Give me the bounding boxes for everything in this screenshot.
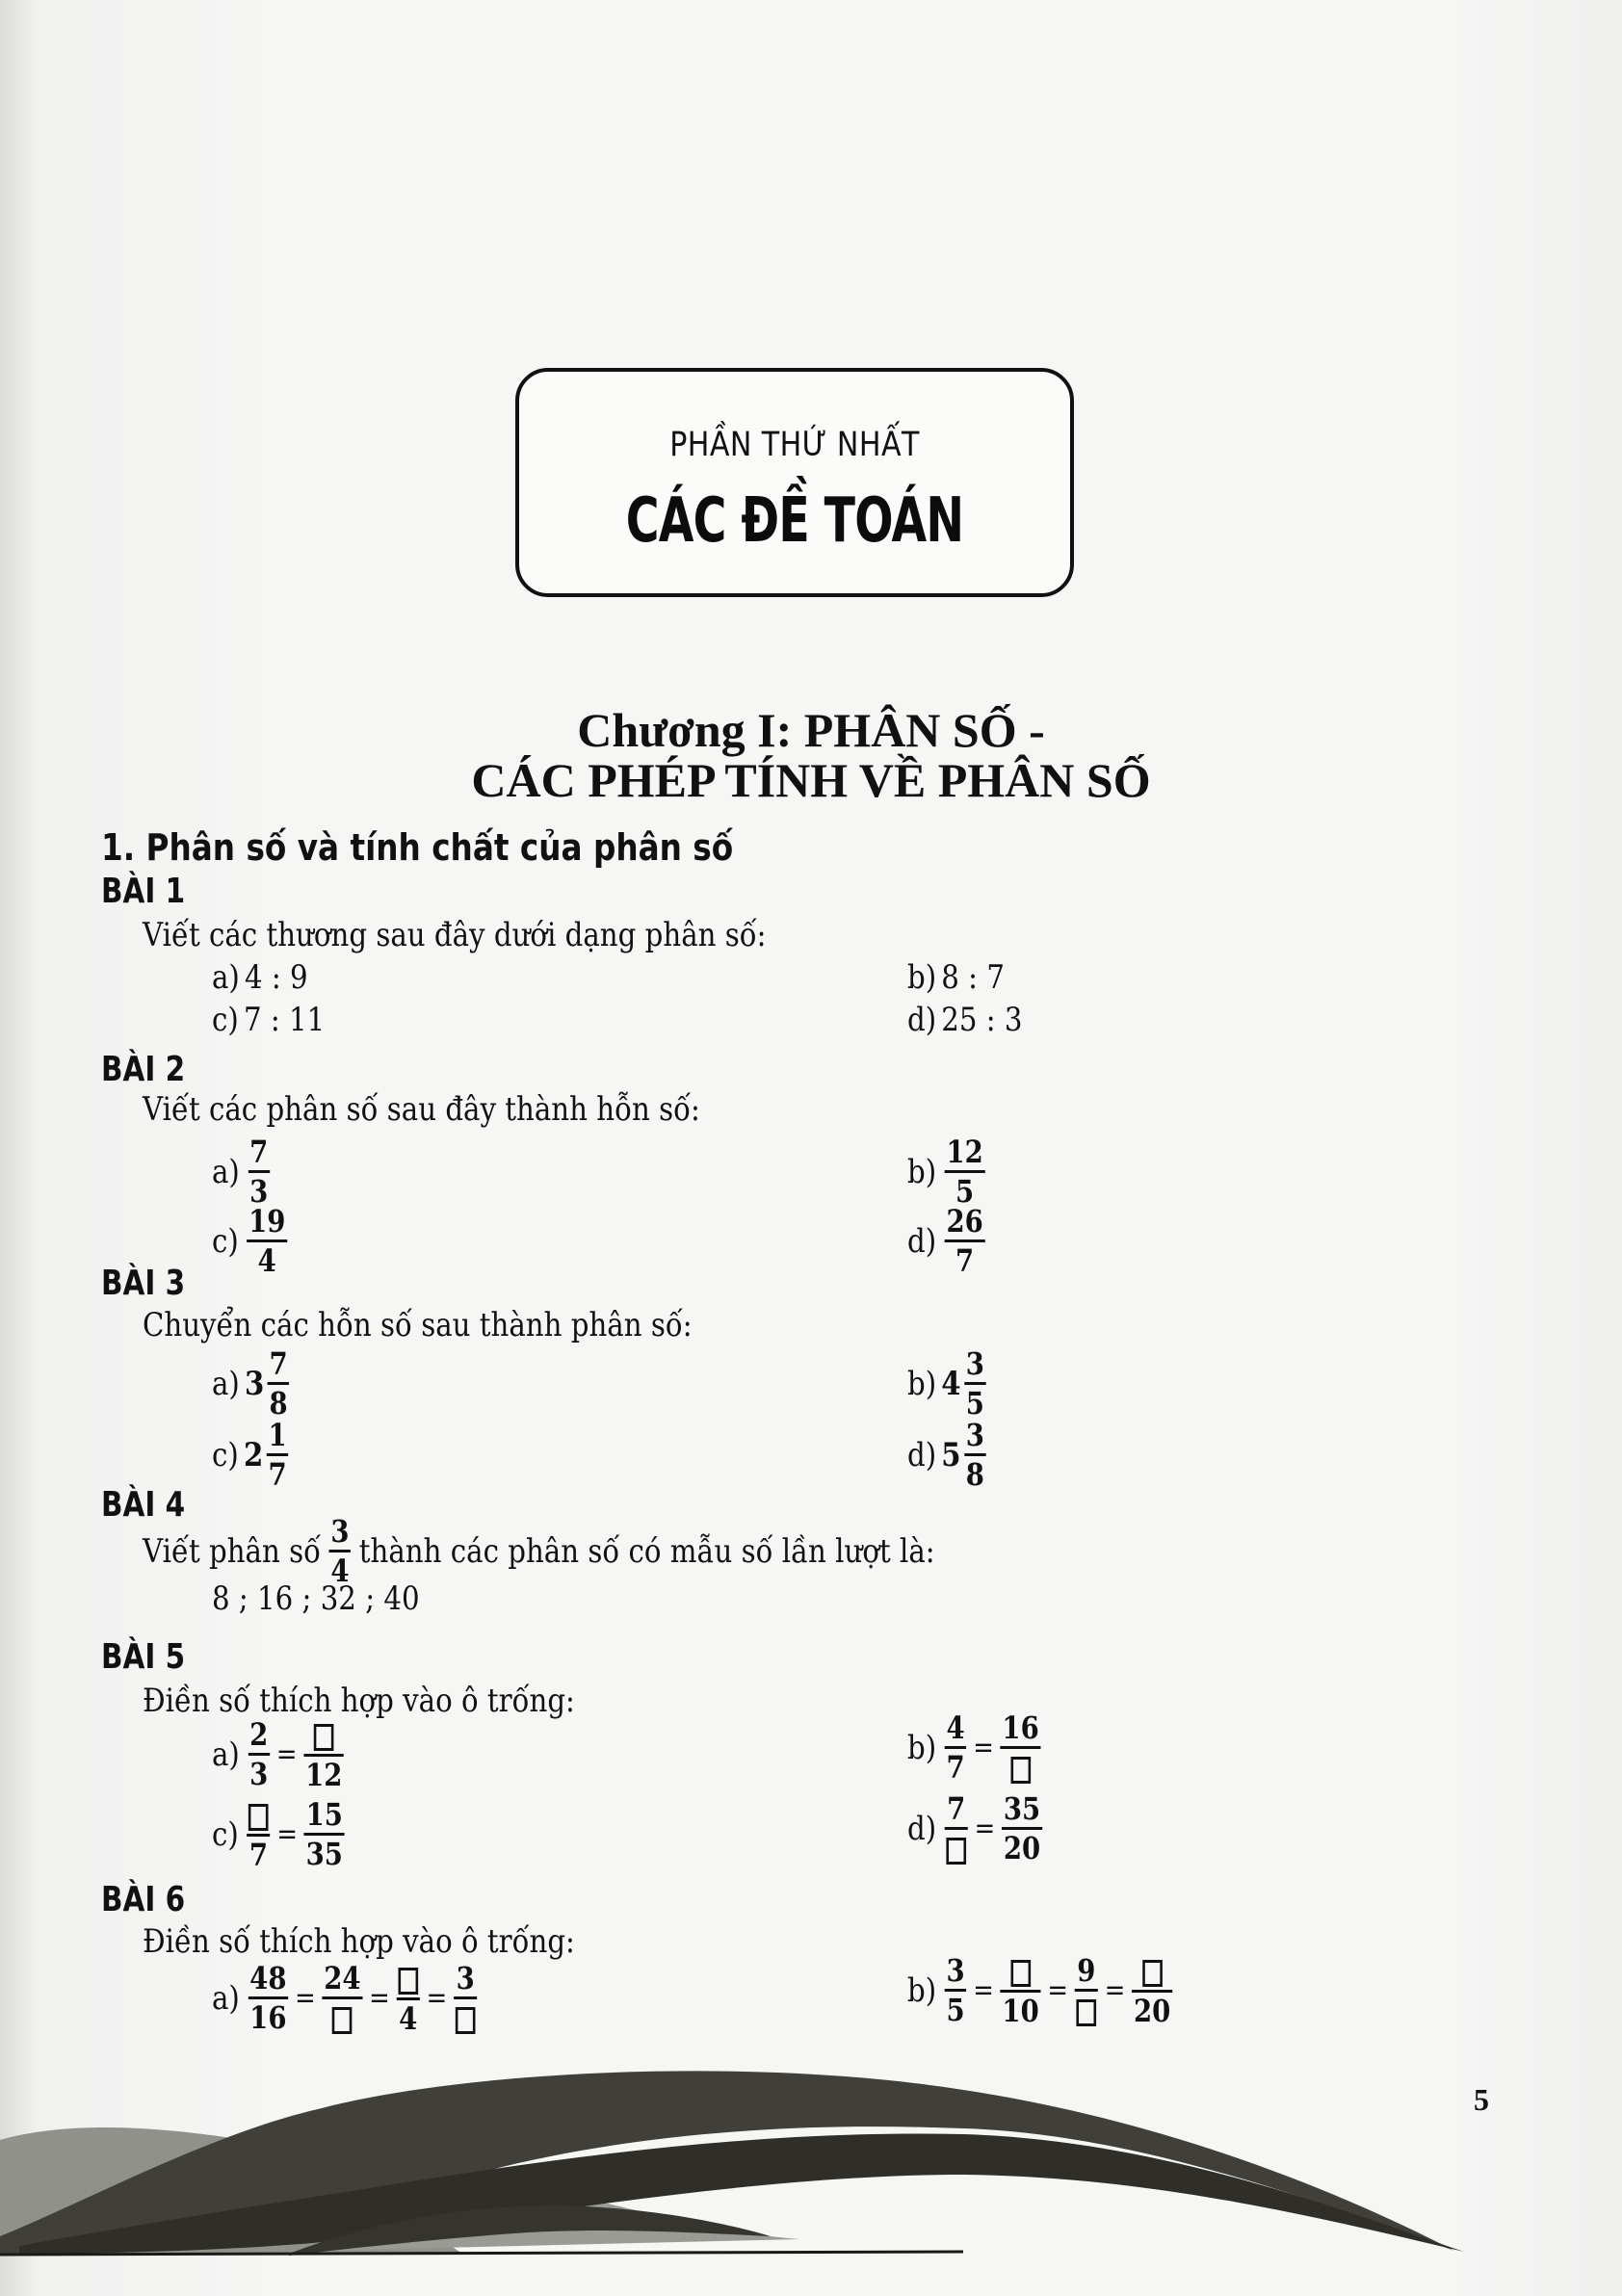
fraction: 4	[397, 1963, 420, 2034]
part-heading-box	[515, 368, 1074, 597]
chapter-title-line-1: Chương I: PHÂN SỐ -	[577, 703, 1045, 757]
fraction: 7	[247, 1799, 270, 1870]
whole-part: 5	[941, 1435, 961, 1474]
fraction: 9	[1075, 1955, 1098, 2026]
blank-box[interactable]	[1142, 1960, 1163, 1987]
page-number: 5	[1474, 2082, 1489, 2117]
part-title: CÁC ĐỀ TOÁN	[625, 485, 964, 557]
item-label: a)	[212, 1978, 240, 2018]
fraction: 24	[323, 1963, 363, 2034]
fraction: 7	[945, 1793, 968, 1865]
exercise-5-item-b: b) $\frac{4}{7}$ = 16	[907, 1709, 1039, 1787]
blank-box[interactable]	[249, 1804, 269, 1831]
exercise-1-prompt: Viết các thương sau đây dưới dạng phân số:	[143, 916, 767, 954]
item-label: b)	[907, 1152, 937, 1191]
denominator-list: 8 ; 16 ; 32 ; 40	[212, 1579, 420, 1618]
exercise-2-item-c	[212, 1203, 291, 1279]
item-expression: 4 : 9	[245, 958, 308, 997]
item-label: c)	[212, 1435, 239, 1474]
item-expression: 7 : 11	[243, 1001, 326, 1039]
part-subtitle: PHẦN THỨ NHẤT	[669, 426, 920, 464]
blank-box[interactable]	[314, 1724, 334, 1751]
section-heading: 1. Phân số và tính chất của phân số	[101, 826, 734, 869]
item-label: c)	[212, 1221, 239, 1261]
item-label: b)	[907, 1728, 937, 1767]
blank-box[interactable]	[398, 1968, 418, 1995]
item-expression: 25 : 3	[941, 1001, 1023, 1039]
fraction: $\frac{3}{5}$	[946, 1952, 965, 2029]
fraction: $\frac{2}{3}$	[249, 1716, 269, 1793]
item-label: d)	[907, 1001, 937, 1039]
exercise-3-item-b	[907, 1345, 989, 1422]
blank-box[interactable]	[946, 1838, 966, 1865]
fraction: $\frac{3}{5}$	[965, 1345, 984, 1422]
prompt-text-before: Viết phân số	[143, 1531, 321, 1571]
item-label: c)	[212, 1001, 239, 1039]
exercise-6-item-a: a) $\frac{48}{16}$ = 24 = 4 = 3	[212, 1963, 481, 2034]
exercise-2-item-d	[907, 1203, 988, 1279]
item-label: a)	[212, 1152, 240, 1191]
chapter-title-line-2: CÁC PHÉP TÍNH VỀ PHÂN SỐ	[471, 753, 1151, 807]
item-expression: 8 : 7	[941, 958, 1005, 997]
fraction: $\frac{48}{16}$	[249, 1960, 287, 2037]
exercise-6-item-b: b) $\frac{3}{5}$ = 10 = 9 = 20	[907, 1952, 1171, 2029]
exercise-1-item-b	[907, 958, 1005, 997]
fraction: $\frac{15}{35}$	[305, 1796, 343, 1873]
blank-box[interactable]	[1010, 1757, 1031, 1784]
exercise-1-item-d	[907, 1001, 1023, 1039]
blank-box[interactable]	[1010, 1960, 1031, 1987]
exercise-5-label: BÀI 5	[101, 1637, 186, 1677]
exercise-2-item-a	[212, 1134, 273, 1210]
fraction: $\frac{7}{3}$	[249, 1134, 269, 1210]
fraction: 12	[303, 1719, 344, 1790]
item-label: d)	[907, 1435, 937, 1474]
exercise-6-prompt: Điền số thích hợp vào ô trống:	[143, 1922, 575, 1961]
blank-box[interactable]	[456, 2007, 476, 2034]
prompt-text-after: thành các phân số có mẫu số lần lượt là:	[358, 1531, 935, 1571]
whole-part: 4	[941, 1364, 961, 1403]
fraction: $\frac{4}{7}$	[946, 1709, 965, 1787]
blank-box[interactable]	[1077, 1999, 1097, 2026]
fraction: $\frac{26}{7}$	[946, 1203, 983, 1279]
fraction: $\frac{3}{4}$	[330, 1513, 350, 1589]
exercise-1-label: BÀI 1	[101, 872, 186, 911]
exercise-6-label: BÀI 6	[101, 1880, 186, 1919]
item-label: a)	[212, 1735, 240, 1774]
item-label: d)	[907, 1221, 937, 1261]
fraction: 16	[1001, 1712, 1041, 1784]
exercise-4-label: BÀI 4	[101, 1485, 186, 1525]
fraction: 3	[454, 1963, 477, 2034]
exercise-3-item-a	[212, 1345, 293, 1422]
item-label: c)	[212, 1814, 239, 1854]
item-label: b)	[907, 958, 937, 997]
whole-part: 2	[243, 1435, 264, 1474]
wave-decoration	[0, 2042, 1622, 2296]
item-label: a)	[212, 1364, 240, 1403]
fraction: $\frac{1}{7}$	[268, 1417, 287, 1493]
item-label: b)	[907, 1970, 937, 2010]
exercise-5-item-a: a) $\frac{2}{3}$ = 12	[212, 1716, 343, 1793]
exercise-2-label: BÀI 2	[101, 1050, 186, 1089]
fraction: 10	[1001, 1955, 1041, 2026]
item-label: b)	[907, 1364, 937, 1403]
exercise-4-prompt	[143, 1513, 935, 1589]
exercise-3-prompt: Chuyển các hỗn số sau thành phân số:	[143, 1306, 693, 1344]
whole-part: 3	[245, 1364, 265, 1403]
blank-box[interactable]	[332, 2007, 353, 2034]
fraction: $\frac{12}{5}$	[946, 1134, 983, 1210]
fraction: $\frac{19}{4}$	[249, 1203, 286, 1279]
exercise-5-item-d: d) 7 = $\frac{35}{20}$	[907, 1790, 1041, 1867]
exercise-5-prompt: Điền số thích hợp vào ô trống:	[143, 1682, 575, 1720]
exercise-3-item-c	[212, 1417, 292, 1493]
fraction: $\frac{3}{8}$	[965, 1417, 984, 1493]
exercise-4-values	[212, 1579, 420, 1618]
fraction: 20	[1132, 1955, 1172, 2026]
exercise-2-item-b	[907, 1134, 988, 1210]
fraction: $\frac{35}{20}$	[1003, 1790, 1041, 1867]
fraction: $\frac{7}{8}$	[269, 1345, 288, 1422]
exercise-1-item-a	[212, 958, 308, 997]
exercise-5-item-c: c) 7 = $\frac{15}{35}$	[212, 1796, 343, 1873]
item-label: d)	[907, 1809, 937, 1848]
exercise-3-label: BÀI 3	[101, 1264, 186, 1303]
exercise-2-prompt: Viết các phân số sau đây thành hỗn số:	[143, 1090, 700, 1129]
item-label: a)	[212, 958, 240, 997]
exercise-1-item-c	[212, 1001, 325, 1039]
exercise-3-item-d	[907, 1417, 989, 1493]
